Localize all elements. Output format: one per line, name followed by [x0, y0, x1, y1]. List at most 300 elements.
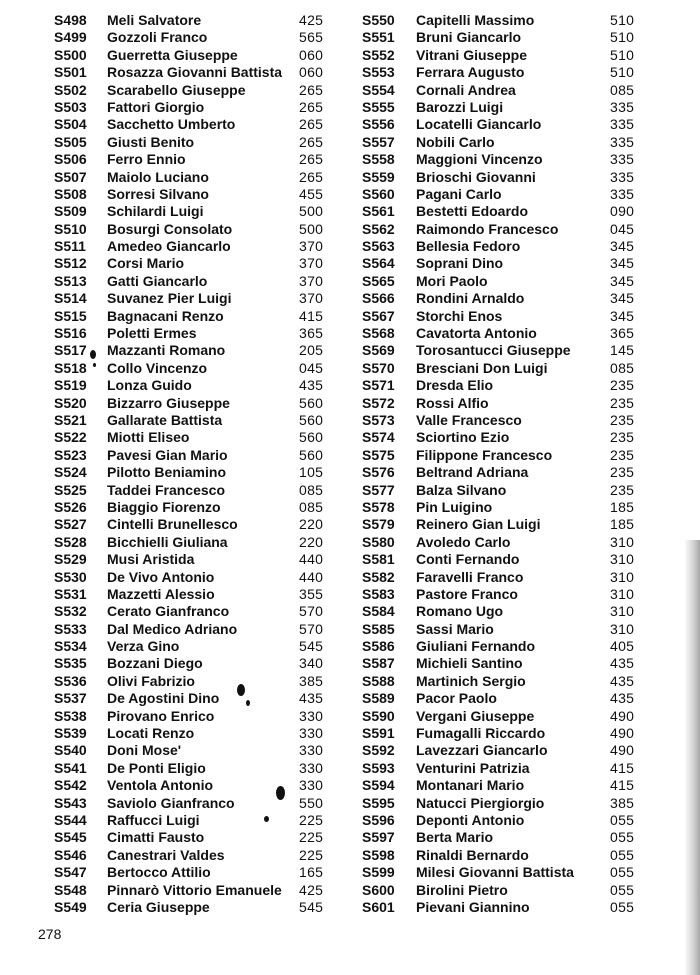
entry-value: 335 [610, 133, 635, 150]
entry-name: Amedeo Giancarlo [107, 238, 231, 255]
entry-value: 085 [610, 81, 635, 98]
entry-code: S504 [54, 116, 87, 133]
entry-code: S568 [362, 325, 395, 342]
list-item [362, 169, 662, 186]
entry-code: S590 [362, 707, 395, 724]
entry-value: 060 [299, 46, 324, 63]
entry-name: Sorresi Silvano [107, 185, 209, 202]
entry-name: Cintelli Brunellesco [107, 516, 238, 533]
entry-name: Verza Gino [107, 638, 180, 655]
entry-code: S588 [362, 672, 395, 689]
entry-value: 365 [299, 325, 324, 342]
entry-value: 335 [610, 98, 635, 115]
list-item [54, 360, 354, 377]
list-item [362, 621, 662, 638]
entry-code: S521 [54, 411, 87, 428]
entry-name: Sacchetto Umberto [107, 116, 236, 133]
entry-code: S599 [362, 864, 395, 881]
entry-code: S600 [362, 881, 395, 898]
list-item [54, 308, 354, 325]
list-item [362, 203, 662, 220]
entry-code: S537 [54, 690, 87, 707]
entry-code: S513 [54, 272, 87, 289]
entry-value: 045 [610, 220, 635, 237]
entry-code: S500 [54, 46, 87, 63]
list-item [54, 690, 354, 707]
entry-code: S542 [54, 777, 87, 794]
list-item [54, 186, 354, 203]
entry-value: 055 [610, 881, 635, 898]
entry-code: S591 [362, 725, 395, 742]
entry-name: Venturini Patrizia [416, 759, 530, 776]
entry-name: Bozzani Diego [107, 655, 203, 672]
entry-value: 440 [299, 568, 324, 585]
entry-name: Rossi Alfio [416, 394, 489, 411]
entry-name: Vergani Giuseppe [416, 707, 535, 724]
entry-code: S575 [362, 446, 395, 463]
entry-value: 570 [299, 603, 324, 620]
entry-code: S536 [54, 672, 87, 689]
entry-name: Berta Mario [416, 829, 494, 846]
entry-value: 310 [610, 533, 635, 550]
entry-name: Rondini Arnaldo [416, 290, 525, 307]
entry-value: 055 [610, 864, 635, 881]
entry-name: Bicchielli Giuliana [107, 533, 228, 550]
entry-name: Mori Paolo [416, 272, 488, 289]
entry-name: Milesi Giovanni Battista [416, 864, 574, 881]
entry-value: 330 [299, 777, 324, 794]
entry-name: De Ponti Eligio [107, 759, 206, 776]
entry-code: S535 [54, 655, 87, 672]
list-item [54, 499, 354, 516]
entry-value: 085 [610, 359, 635, 376]
entry-code: S565 [362, 272, 395, 289]
entry-name: Taddei Francesco [107, 481, 226, 498]
entry-value: 385 [299, 672, 324, 689]
entry-value: 510 [610, 29, 635, 46]
entry-name: Pavesi Gian Mario [107, 446, 228, 463]
entry-code: S576 [362, 464, 395, 481]
list-item [54, 812, 354, 829]
ink-spot [246, 700, 250, 706]
entry-code: S577 [362, 481, 395, 498]
entry-name: Cerato Gianfranco [107, 603, 230, 620]
entry-code: S527 [54, 516, 87, 533]
list-item [54, 864, 354, 881]
list-item [362, 377, 662, 394]
list-item [54, 221, 354, 238]
entry-value: 435 [299, 690, 324, 707]
entry-name: Faravelli Franco [416, 568, 524, 585]
entry-code: S525 [54, 481, 87, 498]
entry-name: Bellesia Fedoro [416, 238, 521, 255]
list-item [54, 447, 354, 464]
list-item [54, 829, 354, 846]
entry-name: Dresda Elio [416, 377, 494, 394]
entry-code: S555 [362, 98, 395, 115]
list-item [54, 882, 354, 899]
entry-name: Dal Medico Adriano [107, 620, 238, 637]
entry-name: Mazzanti Romano [107, 342, 226, 359]
entry-code: S547 [54, 864, 87, 881]
list-item [362, 847, 662, 864]
list-item [362, 134, 662, 151]
entry-code: S507 [54, 168, 87, 185]
entry-name: Corsi Mario [107, 255, 185, 272]
entry-code: S532 [54, 603, 87, 620]
entry-name: Rosazza Giovanni Battista [107, 64, 283, 81]
list-item [54, 342, 354, 359]
entry-value: 265 [299, 168, 324, 185]
entry-code: S582 [362, 568, 395, 585]
entry-code: S548 [54, 881, 87, 898]
entry-name: Mazzetti Alessio [107, 585, 215, 602]
list-item [362, 273, 662, 290]
list-item [54, 777, 354, 794]
entry-value: 440 [299, 551, 324, 568]
entry-value: 345 [610, 272, 635, 289]
entry-name: Pinnarò Vittorio Emanuele [107, 881, 282, 898]
entry-name: Giuliani Fernando [416, 638, 536, 655]
entry-name: Vitrani Giuseppe [416, 46, 527, 63]
entry-name: Sassi Mario [416, 620, 494, 637]
list-item [362, 290, 662, 307]
entry-value: 310 [610, 551, 635, 568]
entry-value: 265 [299, 98, 324, 115]
list-item [54, 795, 354, 812]
entry-code: S561 [362, 203, 395, 220]
entry-name: Avoledo Carlo [416, 533, 511, 550]
list-item [362, 429, 662, 446]
list-item [54, 12, 354, 29]
list-item [54, 377, 354, 394]
entry-value: 055 [610, 898, 635, 915]
list-item [362, 551, 662, 568]
entry-code: S564 [362, 255, 395, 272]
entry-code: S554 [362, 81, 395, 98]
list-item [54, 412, 354, 429]
entry-name: Martinich Sergio [416, 672, 526, 689]
list-item [362, 308, 662, 325]
entry-value: 235 [610, 464, 635, 481]
entry-name: Guerretta Giuseppe [107, 46, 238, 63]
list-item [54, 603, 354, 620]
list-item [54, 169, 354, 186]
entry-name: Pastore Franco [416, 585, 518, 602]
entry-name: Locatelli Giancarlo [416, 116, 542, 133]
entry-value: 455 [299, 185, 324, 202]
entry-name: Raffucci Luigi [107, 811, 200, 828]
list-item [54, 325, 354, 342]
entry-name: De Agostini Dino [107, 690, 220, 707]
entry-code: S522 [54, 429, 87, 446]
list-item [362, 673, 662, 690]
entry-code: S538 [54, 707, 87, 724]
entry-code: S544 [54, 811, 87, 828]
entry-name: Canestrari Valdes [107, 846, 225, 863]
entry-value: 145 [610, 342, 635, 359]
list-item [362, 325, 662, 342]
list-item [362, 238, 662, 255]
entry-code: S541 [54, 759, 87, 776]
entry-code: S523 [54, 446, 87, 463]
list-item [54, 64, 354, 81]
entry-code: S584 [362, 603, 395, 620]
list-item [54, 586, 354, 603]
entry-code: S578 [362, 498, 395, 515]
list-item [54, 482, 354, 499]
entry-value: 105 [299, 464, 324, 481]
list-item [362, 464, 662, 481]
entry-value: 510 [610, 64, 635, 81]
list-item [54, 29, 354, 46]
entry-value: 435 [299, 377, 324, 394]
list-item [54, 534, 354, 551]
entry-value: 370 [299, 255, 324, 272]
entry-code: S589 [362, 690, 395, 707]
entry-value: 055 [610, 811, 635, 828]
entry-value: 435 [610, 655, 635, 672]
entry-name: Pievani Giannino [416, 898, 530, 915]
list-item [362, 655, 662, 672]
entry-name: Musi Aristida [107, 551, 195, 568]
entry-value: 310 [610, 568, 635, 585]
entry-name: Brioschi Giovanni [416, 168, 536, 185]
entry-value: 060 [299, 64, 324, 81]
list-item [362, 603, 662, 620]
entry-name: Pacor Paolo [416, 690, 497, 707]
entry-code: S545 [54, 829, 87, 846]
list-item [54, 621, 354, 638]
entry-value: 560 [299, 411, 324, 428]
entry-name: De Vivo Antonio [107, 568, 215, 585]
entry-name: Valle Francesco [416, 411, 522, 428]
entry-code: S510 [54, 220, 87, 237]
entry-code: S526 [54, 498, 87, 515]
entry-name: Ventola Antonio [107, 777, 214, 794]
entry-name: Storchi Enos [416, 307, 503, 324]
entry-name: Ferro Ennio [107, 151, 186, 168]
list-item [54, 82, 354, 99]
entry-name: Nobili Carlo [416, 133, 495, 150]
entry-name: Bresciani Don Luigi [416, 359, 548, 376]
entry-code: S572 [362, 394, 395, 411]
entry-value: 225 [299, 829, 324, 846]
entry-code: S597 [362, 829, 395, 846]
list-item [362, 690, 662, 707]
entry-value: 330 [299, 707, 324, 724]
entry-code: S567 [362, 307, 395, 324]
list-item [362, 708, 662, 725]
entry-name: Pin Luigino [416, 498, 493, 515]
list-item [54, 569, 354, 586]
ink-spot [237, 684, 245, 696]
entry-name: Bosurgi Consolato [107, 220, 233, 237]
list-item [54, 273, 354, 290]
entry-code: S592 [362, 742, 395, 759]
list-item [54, 238, 354, 255]
entry-value: 265 [299, 133, 324, 150]
entry-code: S569 [362, 342, 395, 359]
entry-code: S534 [54, 638, 87, 655]
list-item [54, 134, 354, 151]
entry-value: 235 [610, 446, 635, 463]
entry-value: 165 [299, 864, 324, 881]
entry-code: S583 [362, 585, 395, 602]
entry-value: 185 [610, 498, 635, 515]
entry-name: Pagani Carlo [416, 185, 502, 202]
entry-value: 310 [610, 603, 635, 620]
entry-value: 220 [299, 533, 324, 550]
entry-name: Barozzi Luigi [416, 98, 504, 115]
list-item [54, 638, 354, 655]
list-item [54, 151, 354, 168]
entry-code: S529 [54, 551, 87, 568]
list-item [54, 47, 354, 64]
entry-name: Saviolo Gianfranco [107, 794, 235, 811]
entry-value: 085 [299, 481, 324, 498]
entry-name: Miotti Eliseo [107, 429, 190, 446]
entry-code: S505 [54, 133, 87, 150]
entry-code: S517 [54, 342, 87, 359]
entry-name: Reinero Gian Luigi [416, 516, 541, 533]
entry-code: S530 [54, 568, 87, 585]
list-item [54, 255, 354, 272]
list-item [362, 116, 662, 133]
entry-value: 560 [299, 429, 324, 446]
entry-code: S518 [54, 359, 87, 376]
entry-name: Lonza Guido [107, 377, 192, 394]
list-item [362, 882, 662, 899]
entry-name: Michieli Santino [416, 655, 523, 672]
entry-name: Montanari Mario [416, 777, 525, 794]
entry-code: S528 [54, 533, 87, 550]
entry-name: Collo Vincenzo [107, 359, 208, 376]
list-item [362, 151, 662, 168]
ink-spot [276, 786, 285, 800]
entry-name: Gatti Giancarlo [107, 272, 208, 289]
entry-code: S560 [362, 185, 395, 202]
entry-value: 550 [299, 794, 324, 811]
ink-spot [90, 350, 96, 359]
list-item [54, 673, 354, 690]
entry-name: Maiolo Luciano [107, 168, 209, 185]
entry-value: 225 [299, 846, 324, 863]
entry-value: 355 [299, 585, 324, 602]
entry-code: S570 [362, 359, 395, 376]
entry-value: 235 [610, 377, 635, 394]
entry-value: 490 [610, 742, 635, 759]
right-column-list [362, 12, 662, 916]
entry-code: S509 [54, 203, 87, 220]
list-item [362, 482, 662, 499]
entry-value: 425 [299, 12, 324, 28]
entry-name: Torosantucci Giuseppe [416, 342, 571, 359]
entry-code: S580 [362, 533, 395, 550]
entry-code: S596 [362, 811, 395, 828]
entry-code: S543 [54, 794, 87, 811]
entry-code: S579 [362, 516, 395, 533]
entry-name: Bertocco Attilio [107, 864, 211, 881]
entry-name: Birolini Pietro [416, 881, 508, 898]
entry-value: 335 [610, 151, 635, 168]
entry-value: 560 [299, 394, 324, 411]
list-item [54, 742, 354, 759]
entry-value: 415 [610, 759, 635, 776]
entry-value: 345 [610, 307, 635, 324]
entry-code: S503 [54, 98, 87, 115]
entry-value: 385 [610, 794, 635, 811]
entry-code: S546 [54, 846, 87, 863]
entry-name: Bizzarro Giuseppe [107, 394, 230, 411]
page-number: 278 [38, 926, 62, 942]
ink-spot [93, 363, 96, 367]
entry-value: 225 [299, 811, 324, 828]
entry-name: Natucci Piergiorgio [416, 794, 545, 811]
entry-code: S574 [362, 429, 395, 446]
entry-name: Bestetti Edoardo [416, 203, 529, 220]
entry-name: Meli Salvatore [107, 12, 202, 28]
entry-code: S598 [362, 846, 395, 863]
entry-value: 335 [610, 185, 635, 202]
entry-name: Bagnacani Renzo [107, 307, 224, 324]
entry-code: S595 [362, 794, 395, 811]
entry-code: S519 [54, 377, 87, 394]
list-item [362, 255, 662, 272]
list-item [362, 569, 662, 586]
list-item [54, 516, 354, 533]
entry-code: S601 [362, 898, 395, 915]
list-item [362, 638, 662, 655]
entry-name: Cimatti Fausto [107, 829, 205, 846]
list-item [362, 829, 662, 846]
entry-value: 220 [299, 516, 324, 533]
list-item [362, 899, 662, 916]
entry-name: Raimondo Francesco [416, 220, 559, 237]
entry-name: Fattori Giorgio [107, 98, 205, 115]
entry-value: 500 [299, 220, 324, 237]
entry-value: 370 [299, 238, 324, 255]
entry-code: S562 [362, 220, 395, 237]
list-item [362, 395, 662, 412]
entry-code: S516 [54, 325, 87, 342]
list-item [362, 342, 662, 359]
list-item [54, 655, 354, 672]
entry-value: 090 [610, 203, 635, 220]
list-item [362, 186, 662, 203]
entry-code: S551 [362, 29, 395, 46]
entry-name: Pirovano Enrico [107, 707, 215, 724]
entry-code: S581 [362, 551, 395, 568]
entry-code: S556 [362, 116, 395, 133]
list-item [362, 586, 662, 603]
ink-spot [264, 816, 269, 822]
list-item [362, 12, 662, 29]
list-item [362, 795, 662, 812]
entry-code: S557 [362, 133, 395, 150]
entry-name: Fumagalli Riccardo [416, 725, 546, 742]
entry-code: S501 [54, 64, 87, 81]
entry-value: 345 [610, 255, 635, 272]
list-item [362, 777, 662, 794]
entry-value: 435 [610, 690, 635, 707]
list-item [362, 760, 662, 777]
entry-value: 310 [610, 620, 635, 637]
list-item [54, 551, 354, 568]
entry-value: 510 [610, 12, 635, 28]
entry-name: Suvanez Pier Luigi [107, 290, 232, 307]
entry-code: S531 [54, 585, 87, 602]
